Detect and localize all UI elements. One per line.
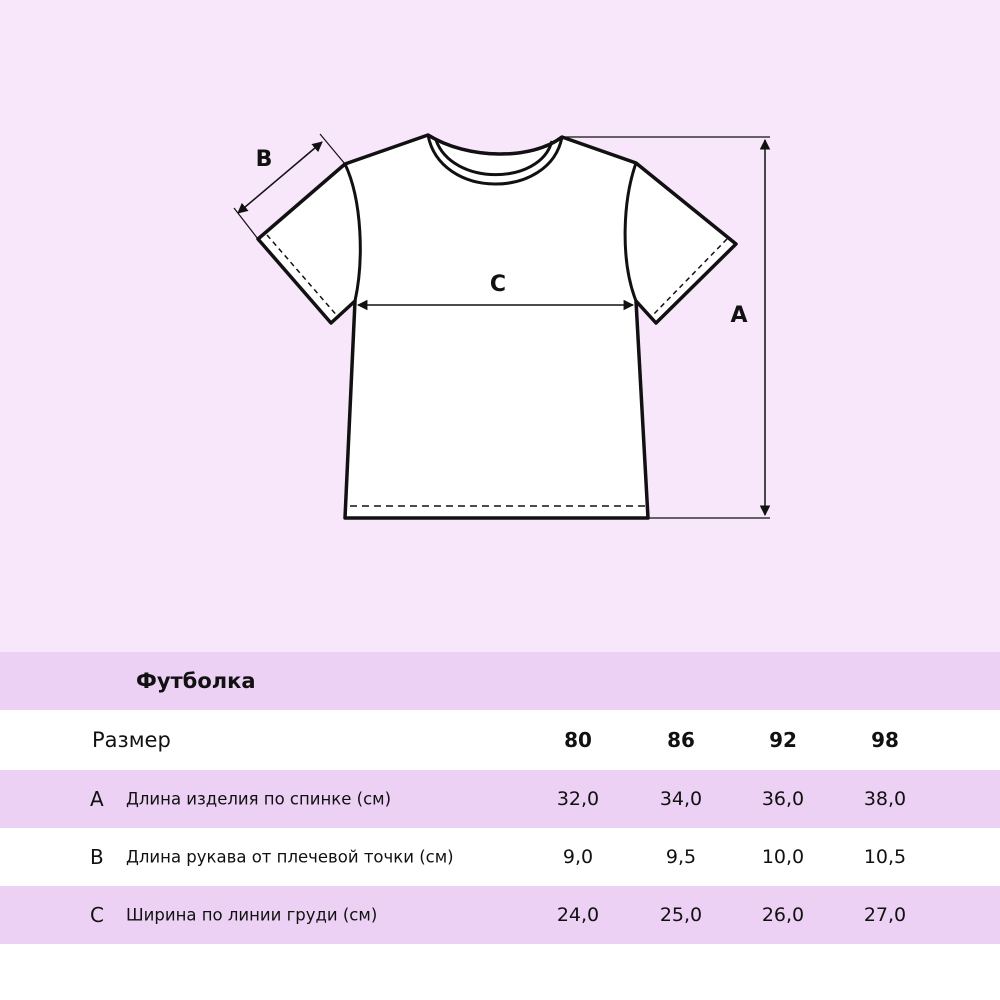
label-c: C: [489, 272, 507, 297]
row-value: 25,0: [659, 904, 703, 926]
row-value: 9,0: [562, 846, 594, 868]
row-value: 10,5: [863, 846, 907, 868]
row-description: Длина изделия по спинке (см): [126, 789, 392, 809]
size-92: 92: [769, 728, 797, 752]
table-row-a: [0, 770, 1000, 828]
measure-b-ext-top: [320, 134, 345, 164]
row-value: 34,0: [659, 788, 703, 810]
row-value: 9,5: [665, 846, 697, 868]
tshirt-outline: [255, 135, 736, 518]
size-80: 80: [564, 728, 592, 752]
row-value: 32,0: [556, 788, 600, 810]
size-header-row: [0, 710, 1000, 770]
row-letter: B: [90, 845, 104, 869]
row-value: 26,0: [761, 904, 805, 926]
table-title-row: [0, 652, 1000, 710]
size-86: 86: [667, 728, 695, 752]
label-a: A: [730, 303, 748, 328]
row-value: 36,0: [761, 788, 805, 810]
table-row-c: [0, 886, 1000, 944]
size-label: Размер: [92, 728, 171, 752]
row-value: 24,0: [556, 904, 600, 926]
row-description: Длина рукава от плечевой точки (см): [126, 847, 454, 867]
table-row-b: [0, 828, 1000, 886]
row-value: 10,0: [761, 846, 805, 868]
row-description: Ширина по линии груди (см): [126, 905, 378, 925]
row-letter: A: [90, 787, 104, 811]
label-b: B: [255, 147, 273, 172]
table-footer-row: [0, 944, 1000, 1000]
row-value: 27,0: [863, 904, 907, 926]
row-letter: C: [90, 903, 104, 927]
size-98: 98: [871, 728, 899, 752]
size-table: [0, 652, 1000, 1000]
measure-b-ext-bottom: [234, 208, 258, 239]
table-title: Футболка: [136, 669, 256, 693]
row-value: 38,0: [863, 788, 907, 810]
